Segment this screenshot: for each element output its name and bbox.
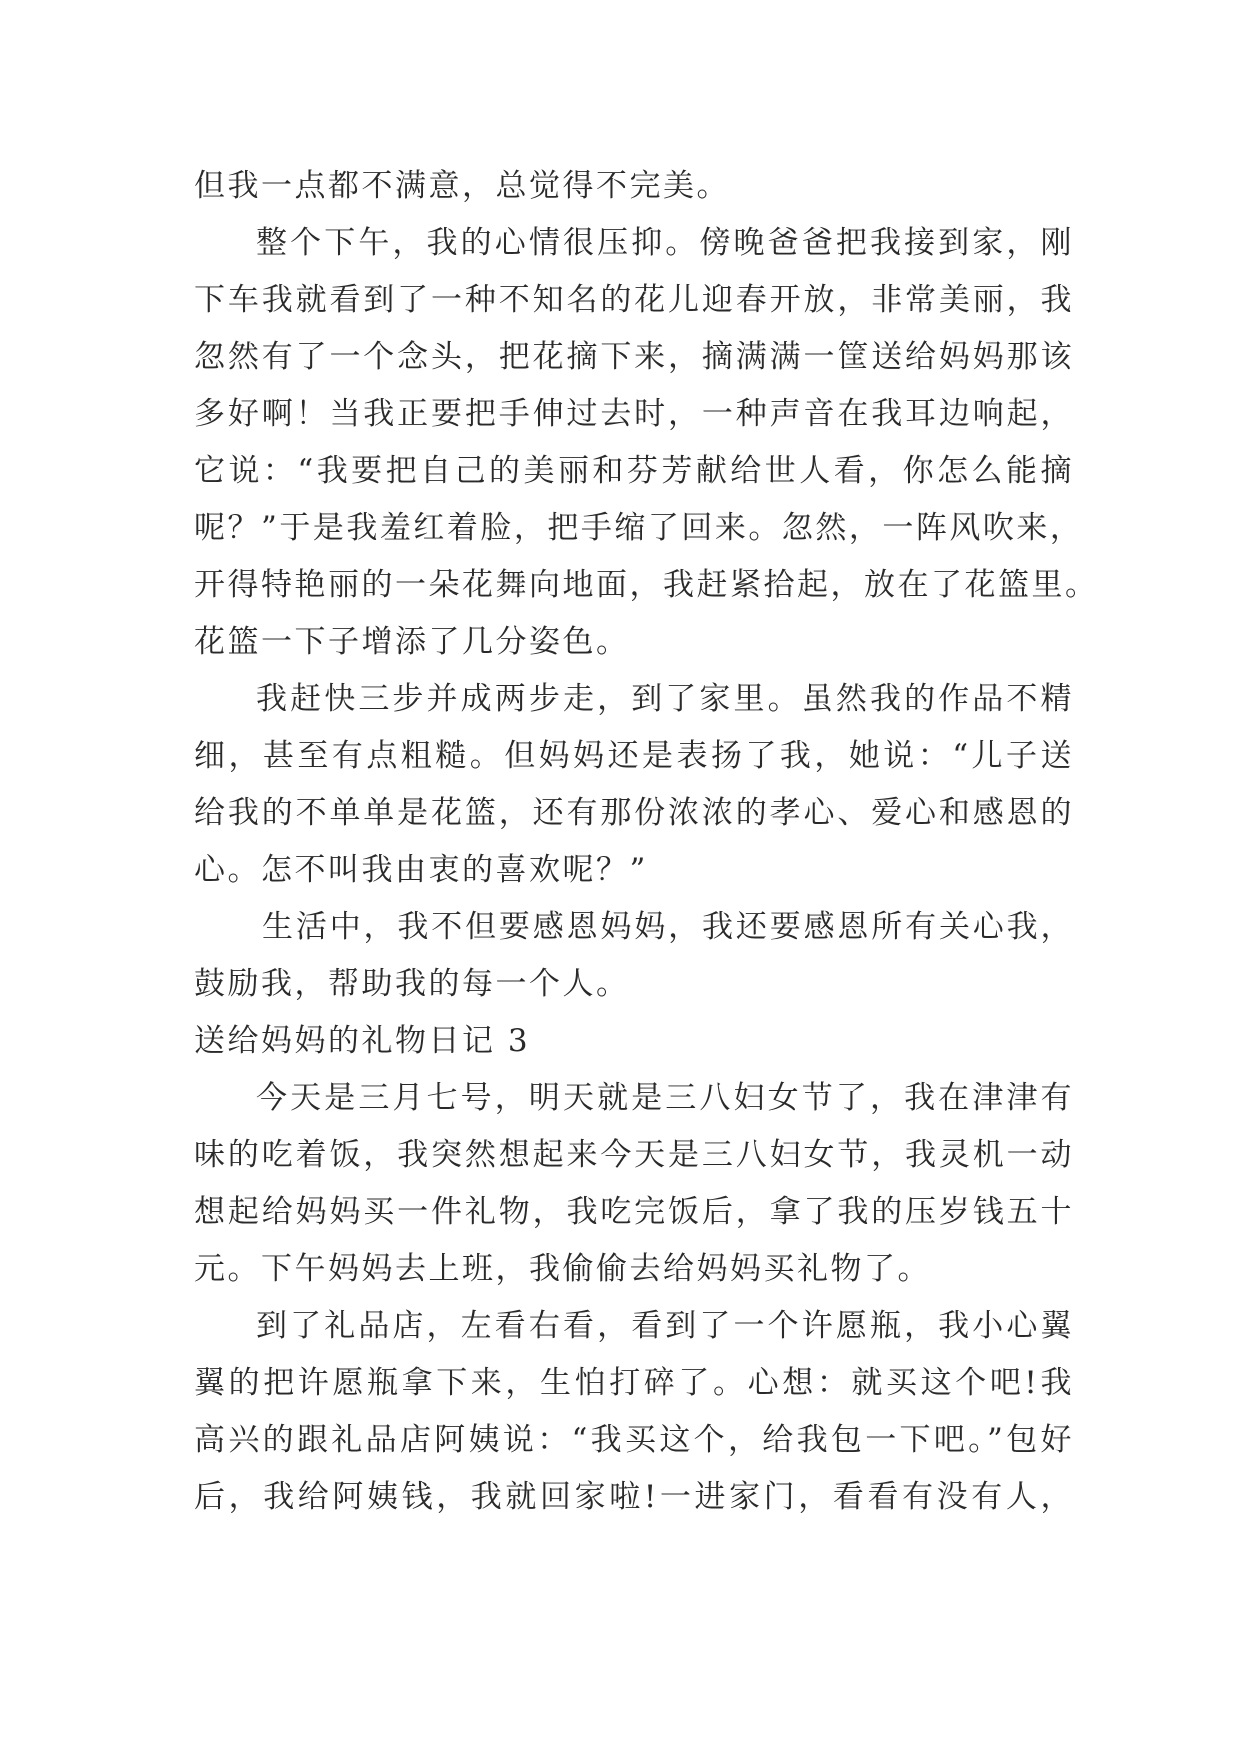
text-line: 高兴的跟礼品店阿姨说：“我买这个，给我包一下吧。”包好 — [194, 1422, 1074, 1458]
text-line: 鼓励我，帮助我的每一个人。 — [194, 966, 630, 1002]
text-line: 整个下午，我的心情很压抑。傍晚爸爸把我接到家，刚 — [256, 225, 1074, 261]
text-line: 今天是三月七号，明天就是三八妇女节了，我在津津有 — [256, 1080, 1074, 1116]
text-line: 它说：“我要把自己的美丽和芬芳献给世人看，你怎么能摘 — [194, 453, 1074, 489]
text-line: 想起给妈妈买一件礼物，我吃完饭后，拿了我的压岁钱五十 — [194, 1194, 1074, 1230]
text-line: 到了礼品店，左看右看，看到了一个许愿瓶，我小心翼 — [256, 1308, 1074, 1344]
section-heading: 送给妈妈的礼物日记 3 — [194, 1023, 531, 1059]
text-line: 后，我给阿姨钱，我就回家啦!一进家门，看看有没有人， — [194, 1479, 1074, 1515]
text-line: 但我一点都不满意，总觉得不完美。 — [194, 168, 730, 204]
text-line: 我赶快三步并成两步走，到了家里。虽然我的作品不精 — [256, 681, 1074, 717]
text-line: 花篮一下子增添了几分姿色。 — [194, 624, 630, 660]
text-line: 生活中，我不但要感恩妈妈，我还要感恩所有关心我， — [262, 909, 1074, 945]
text-line: 翼的把许愿瓶拿下来，生怕打碎了。心想：就买这个吧!我 — [194, 1365, 1074, 1401]
text-line: 忽然有了一个念头，把花摘下来，摘满满一筐送给妈妈那该 — [194, 339, 1074, 375]
text-line: 开得特艳丽的一朵花舞向地面，我赶紧拾起，放在了花篮里。 — [194, 567, 1099, 603]
text-line: 下车我就看到了一种不知名的花儿迎春开放，非常美丽，我 — [194, 282, 1074, 318]
text-line: 心。怎不叫我由衷的喜欢呢？” — [194, 852, 648, 888]
text-line: 细，甚至有点粗糙。但妈妈还是表扬了我，她说：“儿子送 — [194, 738, 1074, 774]
text-line: 多好啊！当我正要把手伸过去时，一种声音在我耳边响起， — [194, 396, 1074, 432]
text-line: 给我的不单单是花篮，还有那份浓浓的孝心、爱心和感恩的 — [194, 795, 1074, 831]
text-line: 味的吃着饭，我突然想起来今天是三八妇女节，我灵机一动 — [194, 1137, 1074, 1173]
text-line: 元。下午妈妈去上班，我偷偷去给妈妈买礼物了。 — [194, 1251, 931, 1287]
text-line: 呢？”于是我羞红着脸，把手缩了回来。忽然，一阵风吹来， — [194, 510, 1084, 546]
